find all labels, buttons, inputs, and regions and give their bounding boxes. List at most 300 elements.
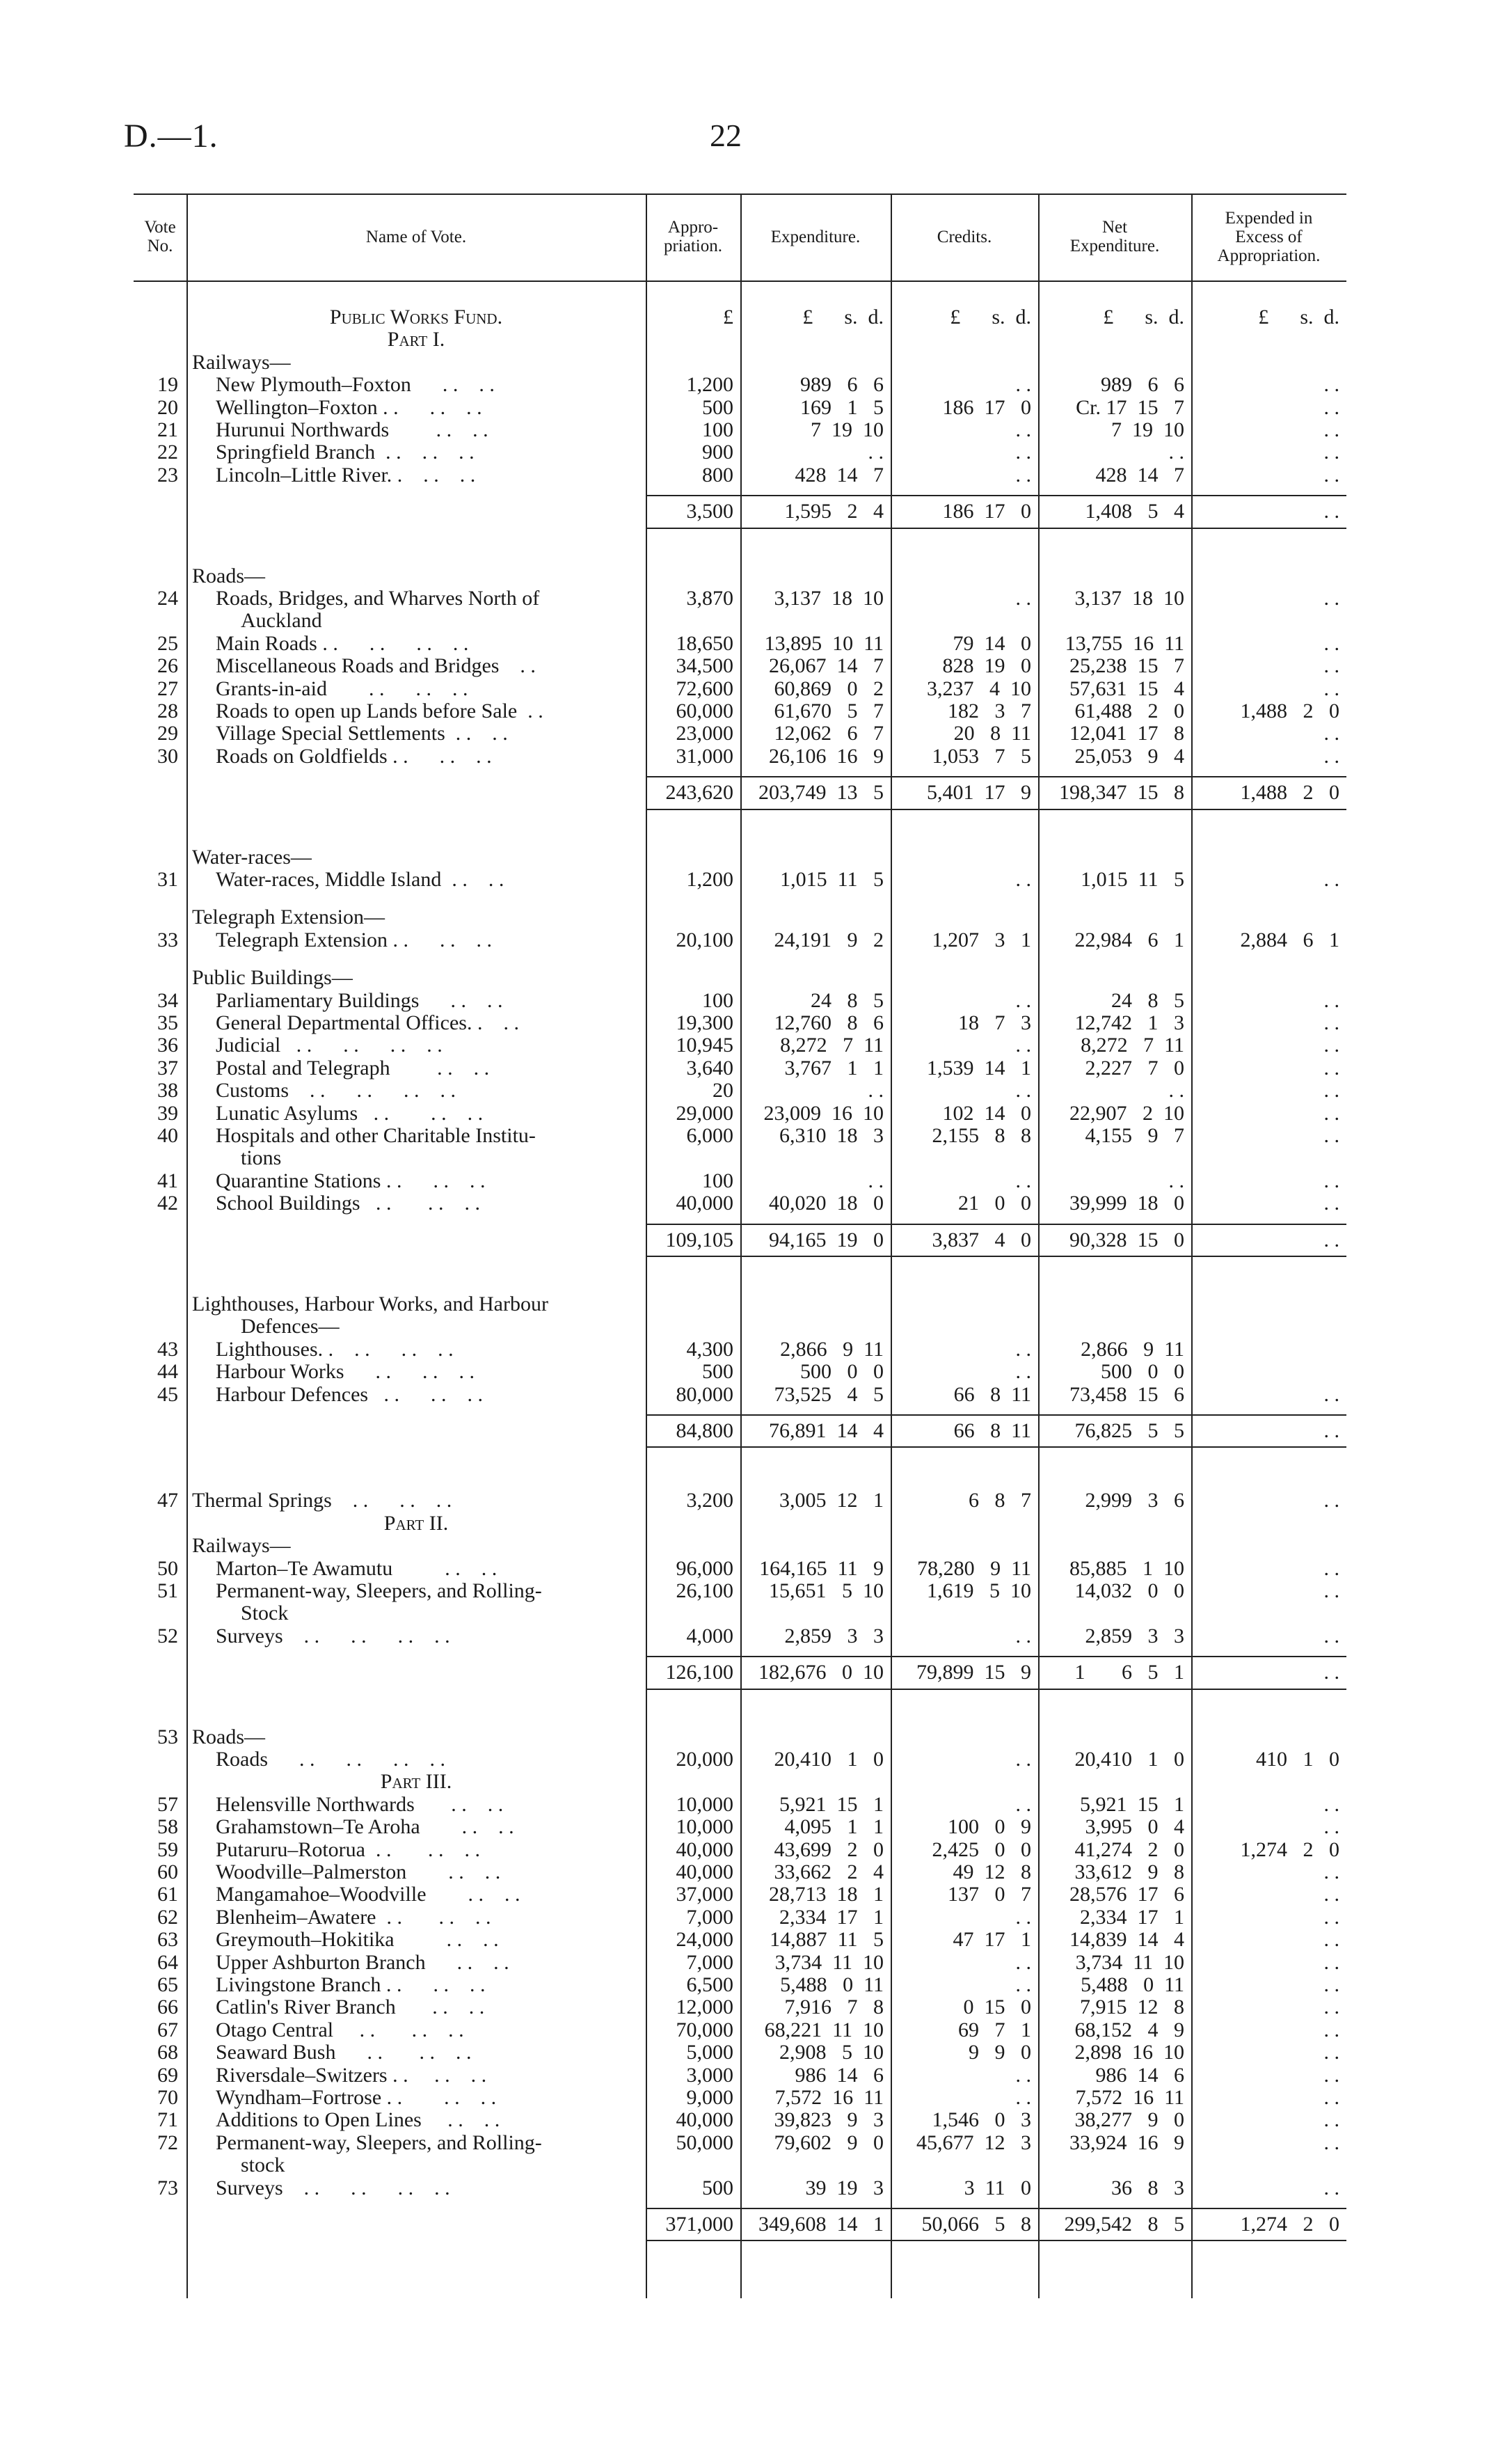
vote-number: 61 bbox=[157, 1883, 178, 1906]
subtotal-rule bbox=[646, 776, 1346, 777]
excess-value: . . bbox=[1323, 1928, 1339, 1952]
net-expenditure-value: 14,032 0 0 bbox=[1074, 1579, 1184, 1602]
credits-value: . . bbox=[1015, 1748, 1031, 1771]
subtotal-excess: . . bbox=[1323, 500, 1339, 523]
net-expenditure-value: 12,742 1 3 bbox=[1074, 1011, 1184, 1034]
subtotal-rule bbox=[646, 1414, 1346, 1416]
excess-value: 2,884 6 1 bbox=[1240, 928, 1339, 951]
credits-value: 49 12 8 bbox=[953, 1860, 1031, 1883]
net-expenditure-value: 38,277 9 0 bbox=[1074, 2108, 1184, 2132]
vote-number: 63 bbox=[157, 1928, 178, 1952]
subtotal-rule bbox=[646, 495, 1346, 496]
vote-number: 33 bbox=[157, 928, 178, 951]
subtotal-appropriation: 84,800 bbox=[676, 1419, 733, 1442]
appropriation-value: 26,100 bbox=[676, 1579, 733, 1602]
excess-value: . . bbox=[1323, 654, 1339, 678]
net-expenditure-value: 24 8 5 bbox=[1111, 988, 1184, 1012]
credits-value: . . bbox=[1015, 1360, 1031, 1384]
excess-value: . . bbox=[1323, 1034, 1339, 1057]
net-expenditure-value: 33,612 9 8 bbox=[1074, 1860, 1184, 1883]
credits-value: 45,677 12 3 bbox=[916, 2131, 1031, 2154]
credits-value: 78,280 9 11 bbox=[917, 1556, 1031, 1580]
appropriation-value: 37,000 bbox=[676, 1883, 733, 1906]
net-expenditure-value: 36 8 3 bbox=[1111, 2176, 1184, 2199]
vote-name: Hospitals and other Charitable Institu- bbox=[216, 1125, 536, 1147]
vote-number: 29 bbox=[157, 722, 178, 745]
vote-number: 66 bbox=[157, 1995, 178, 2019]
appropriation-value: 7,000 bbox=[686, 1905, 733, 1929]
vote-name: Roads on Goldfields . . . . . . bbox=[216, 745, 492, 768]
net-expenditure-value: 500 0 0 bbox=[1101, 1360, 1184, 1384]
appropriation-heading: Appro- priation. bbox=[663, 218, 722, 255]
vote-name: General Departmental Offices. . . . bbox=[216, 1012, 519, 1034]
vote-number: 31 bbox=[157, 868, 178, 891]
excess-value: . . bbox=[1323, 631, 1339, 655]
subtotal-rule bbox=[646, 1656, 1346, 1657]
vote-name: Roads to open up Lands before Sale . . bbox=[216, 700, 543, 722]
credits-value: 1,053 7 5 bbox=[932, 744, 1031, 768]
net-expenditure-value: 2,859 3 3 bbox=[1085, 1624, 1184, 1647]
appropriation-value: 1,200 bbox=[686, 868, 733, 891]
net-expenditure-value: 68,152 4 9 bbox=[1074, 2018, 1184, 2041]
appropriation-value: 7,000 bbox=[686, 1950, 733, 1974]
subtotal-excess: 1,488 2 0 bbox=[1240, 781, 1339, 805]
vote-number: 23 bbox=[157, 463, 178, 487]
appropriation-value: 500 bbox=[702, 2176, 733, 2199]
excess-value: . . bbox=[1323, 2108, 1339, 2132]
net-expenditure-value: . . bbox=[1168, 1169, 1184, 1192]
vote-number: 47 bbox=[157, 1489, 178, 1512]
credits-value: . . bbox=[1015, 1905, 1031, 1929]
expenditure-value: . . bbox=[868, 441, 884, 464]
vote-number: 68 bbox=[157, 2041, 178, 2064]
expenditure-value: 14,887 11 5 bbox=[770, 1928, 884, 1952]
section-heading: Part III. bbox=[380, 1770, 452, 1794]
expenditure-value: 2,334 17 1 bbox=[779, 1905, 884, 1929]
credits-value: 21 0 0 bbox=[958, 1192, 1031, 1215]
subtotal-credits: 5,401 17 9 bbox=[927, 781, 1031, 805]
expenditure-value: 39,823 9 3 bbox=[774, 2108, 884, 2132]
expenditure-value: 12,062 6 7 bbox=[774, 722, 884, 745]
vote-number: 43 bbox=[157, 1337, 178, 1361]
vote-number: 36 bbox=[157, 1034, 178, 1057]
credits-value: . . bbox=[1015, 1624, 1031, 1647]
excess-value: . . bbox=[1323, 1011, 1339, 1034]
expenditure-value: 28,713 18 1 bbox=[769, 1883, 884, 1906]
subtotal-rule bbox=[646, 528, 1346, 529]
expenditure-value: 60,869 0 2 bbox=[774, 677, 884, 700]
appropriation-value: 40,000 bbox=[676, 1838, 733, 1861]
subtotal-expenditure: 203,749 13 5 bbox=[758, 781, 884, 805]
appropriation-value: 72,600 bbox=[676, 677, 733, 700]
net-expenditure-value: 57,631 15 4 bbox=[1069, 677, 1184, 700]
excess-value: . . bbox=[1323, 677, 1339, 700]
subtotal-excess: . . bbox=[1323, 1228, 1339, 1251]
expenditure-value: 164,165 11 9 bbox=[759, 1556, 884, 1580]
vote-number: 39 bbox=[157, 1101, 178, 1125]
vote-number: 73 bbox=[157, 2176, 178, 2199]
credits-value: . . bbox=[1015, 1079, 1031, 1102]
expenditure-value: . . bbox=[868, 1169, 884, 1192]
excess-heading: Expended in Excess of Appropriation. bbox=[1217, 208, 1321, 265]
excess-value: . . bbox=[1323, 1860, 1339, 1883]
vote-number: 44 bbox=[157, 1360, 178, 1384]
excess-value: . . bbox=[1323, 744, 1339, 768]
excess-value: . . bbox=[1323, 2018, 1339, 2041]
excess-value: . . bbox=[1323, 2041, 1339, 2064]
excess-value: . . bbox=[1323, 1079, 1339, 1102]
appropriation-value: 9,000 bbox=[686, 2086, 733, 2109]
expenditure-value: 169 1 5 bbox=[800, 395, 884, 419]
vote-number: 60 bbox=[157, 1860, 178, 1883]
subtotal-rule bbox=[646, 1446, 1346, 1448]
section-heading: Part I. bbox=[387, 328, 445, 351]
net-expenditure-value: 7 19 10 bbox=[1111, 418, 1184, 441]
net-expenditure-value: 1,015 11 5 bbox=[1081, 868, 1184, 891]
subtotal-appropriation: 371,000 bbox=[665, 2213, 733, 2236]
excess-value: . . bbox=[1323, 1556, 1339, 1580]
vote-name: Telegraph Extension . . . . . . bbox=[216, 928, 492, 951]
subtotal-rule bbox=[646, 2240, 1346, 2241]
vote-name: Thermal Springs . . . . . . bbox=[192, 1489, 452, 1512]
vote-number: 41 bbox=[157, 1169, 178, 1192]
vote-name: Village Special Settlements . . . . bbox=[216, 722, 508, 745]
excess-value: . . bbox=[1323, 1124, 1339, 1147]
vote-name: Otago Central . . . . . . bbox=[216, 2018, 464, 2041]
credits-value: . . bbox=[1015, 1337, 1031, 1361]
net-expenditure-value: 3,137 18 10 bbox=[1074, 587, 1184, 610]
unit-label: £ s. d. bbox=[802, 306, 884, 329]
vote-name: Quarantine Stations . . . . . . bbox=[216, 1169, 486, 1192]
appropriation-value: 31,000 bbox=[676, 744, 733, 768]
credits-value: 2,155 8 8 bbox=[932, 1124, 1031, 1147]
expenditure-value: 68,221 11 10 bbox=[764, 2018, 884, 2041]
subtotal-net: 76,825 5 5 bbox=[1074, 1419, 1184, 1442]
vote-number: 22 bbox=[157, 441, 178, 464]
vote-name: Wellington–Foxton . . . . . . bbox=[216, 396, 482, 419]
excess-value: . . bbox=[1323, 988, 1339, 1012]
unit-label: £ s. d. bbox=[1103, 306, 1184, 329]
net-expenditure-value: 3,995 0 4 bbox=[1085, 1815, 1184, 1839]
net-expenditure-value: 989 6 6 bbox=[1101, 373, 1184, 397]
expenditure-value: 79,602 9 0 bbox=[774, 2131, 884, 2154]
subtotal-net: 299,542 8 5 bbox=[1064, 2213, 1184, 2236]
subtotal-net: 1 6 5 1 bbox=[1074, 1661, 1184, 1684]
continuation-text: Stock bbox=[241, 1602, 289, 1625]
excess-value: . . bbox=[1323, 1169, 1339, 1192]
credits-value: 18 7 3 bbox=[958, 1011, 1031, 1034]
vote-name: Wyndham–Fortrose . . . . . . bbox=[216, 2087, 497, 2109]
appropriation-value: 6,000 bbox=[686, 1124, 733, 1147]
group-label: Public Buildings— bbox=[192, 966, 353, 990]
subtotal-appropriation: 126,100 bbox=[665, 1661, 733, 1684]
credits-value: 1,539 14 1 bbox=[927, 1056, 1031, 1080]
expenditure-value: 26,106 16 9 bbox=[769, 744, 884, 768]
expenditure-value: 5,488 0 11 bbox=[780, 1973, 884, 1996]
expenditure-value: 20,410 1 0 bbox=[774, 1748, 884, 1771]
subtotal-credits: 66 8 11 bbox=[953, 1419, 1031, 1442]
vote-name: Surveys . . . . . . . . bbox=[216, 2176, 450, 2199]
subtotal-expenditure: 76,891 14 4 bbox=[769, 1419, 884, 1442]
vote-name: Putaruru–Rotorua . . . . . . bbox=[216, 1838, 480, 1861]
vote-number: 57 bbox=[157, 1792, 178, 1816]
vote-name: Hurunui Northwards . . . . bbox=[216, 419, 488, 441]
credits-value: . . bbox=[1015, 418, 1031, 441]
net-expenditure-value: 20,410 1 0 bbox=[1074, 1748, 1184, 1771]
subtotal-appropriation: 109,105 bbox=[665, 1228, 733, 1251]
expenditure-value: 3,005 12 1 bbox=[779, 1489, 884, 1512]
excess-value: . . bbox=[1323, 1382, 1339, 1406]
net-expenditure-value: 22,907 2 10 bbox=[1069, 1101, 1184, 1125]
credits-value: . . bbox=[1015, 373, 1031, 397]
vote-number: 40 bbox=[157, 1124, 178, 1147]
vote-name: Greymouth–Hokitika . . . . bbox=[216, 1929, 499, 1952]
credits-value: . . bbox=[1015, 1792, 1031, 1816]
subtotal-net: 90,328 15 0 bbox=[1069, 1228, 1184, 1251]
appropriation-value: 20,100 bbox=[676, 928, 733, 951]
credits-value: . . bbox=[1015, 868, 1031, 891]
vote-number: 19 bbox=[157, 373, 178, 397]
vote-name: Judicial . . . . . . . . bbox=[216, 1034, 443, 1057]
credits-value: . . bbox=[1015, 463, 1031, 487]
vote-name: Main Roads . . . . . . . . bbox=[216, 632, 469, 655]
vote-name: Miscellaneous Roads and Bridges . . bbox=[216, 655, 536, 678]
appropriation-value: 10,945 bbox=[676, 1034, 733, 1057]
expenditure-value: 7 19 10 bbox=[811, 418, 884, 441]
vote-number: 72 bbox=[157, 2131, 178, 2154]
vote-number: 53 bbox=[157, 1725, 178, 1748]
vote-name: Lighthouses. . . . . . . . bbox=[216, 1338, 454, 1361]
excess-value: . . bbox=[1323, 2086, 1339, 2109]
group-label: Railways— bbox=[192, 350, 291, 374]
net-expenditure-value: 4,155 9 7 bbox=[1085, 1124, 1184, 1147]
subtotal-net: 1,408 5 4 bbox=[1085, 500, 1184, 523]
appropriation-value: 24,000 bbox=[676, 1928, 733, 1952]
excess-value: . . bbox=[1323, 1815, 1339, 1839]
excess-value: . . bbox=[1323, 1624, 1339, 1647]
credits-value: 186 17 0 bbox=[942, 395, 1031, 419]
appropriation-value: 5,000 bbox=[686, 2041, 733, 2064]
subtotal-credits: 50,066 5 8 bbox=[921, 2213, 1031, 2236]
vote-name: Postal and Telegraph . . . . bbox=[216, 1057, 490, 1080]
vote-number: 52 bbox=[157, 1624, 178, 1647]
credits-value: 66 8 11 bbox=[953, 1382, 1031, 1406]
net-expenditure-value: 2,227 7 0 bbox=[1085, 1056, 1184, 1080]
excess-value: . . bbox=[1323, 2063, 1339, 2087]
page-number: 22 bbox=[710, 118, 742, 153]
appropriation-value: 40,000 bbox=[676, 1192, 733, 1215]
appropriation-value: 50,000 bbox=[676, 2131, 733, 2154]
credits-value: . . bbox=[1015, 988, 1031, 1012]
expenditure-value: 13,895 10 11 bbox=[764, 631, 884, 655]
appropriation-value: 10,000 bbox=[676, 1792, 733, 1816]
vote-number: 45 bbox=[157, 1382, 178, 1406]
appropriation-value: 3,870 bbox=[686, 587, 733, 610]
unit-label: £ s. d. bbox=[1258, 306, 1339, 329]
net-expenditure-value: 73,458 15 6 bbox=[1069, 1382, 1184, 1406]
credits-value: 102 14 0 bbox=[942, 1101, 1031, 1125]
appropriation-value: 40,000 bbox=[676, 1860, 733, 1883]
excess-value: . . bbox=[1323, 1905, 1339, 1929]
expenditure-value: 33,662 2 4 bbox=[774, 1860, 884, 1883]
credits-value: 3,237 4 10 bbox=[927, 677, 1031, 700]
vote-number: 65 bbox=[157, 1973, 178, 1996]
net-expenditure-value: 13,755 16 11 bbox=[1065, 631, 1184, 655]
credits-value: 0 15 0 bbox=[963, 1995, 1031, 2019]
expenditure-value: 39 19 3 bbox=[805, 2176, 884, 2199]
appropriation-value: 100 bbox=[702, 988, 733, 1012]
appropriation-value: 20 bbox=[713, 1079, 733, 1102]
excess-value: . . bbox=[1323, 1579, 1339, 1602]
excess-value: . . bbox=[1323, 1792, 1339, 1816]
appropriation-value: 900 bbox=[702, 441, 733, 464]
net-expenditure-value: 41,274 2 0 bbox=[1074, 1838, 1184, 1861]
excess-value: . . bbox=[1323, 1101, 1339, 1125]
excess-value: . . bbox=[1323, 373, 1339, 397]
credits-value: 100 0 9 bbox=[948, 1815, 1031, 1839]
appropriation-value: 3,000 bbox=[686, 2063, 733, 2087]
vote-name: Upper Ashburton Branch . . . . bbox=[216, 1951, 509, 1974]
vote-name: Additions to Open Lines . . . . bbox=[216, 2109, 500, 2132]
appropriation-value: 800 bbox=[702, 463, 733, 487]
appropriation-value: 19,300 bbox=[676, 1011, 733, 1034]
section-heading: Public Works Fund. bbox=[329, 306, 503, 329]
vote-number: 24 bbox=[157, 587, 178, 610]
appropriation-value: 60,000 bbox=[676, 700, 733, 722]
expenditure-value: 2,859 3 3 bbox=[784, 1624, 884, 1647]
appropriation-value: 6,500 bbox=[686, 1973, 733, 1996]
subtotal-appropriation: 243,620 bbox=[665, 781, 733, 805]
appropriation-value: 18,650 bbox=[676, 631, 733, 655]
vote-number: 35 bbox=[157, 1011, 178, 1034]
appropriation-value: 3,640 bbox=[686, 1056, 733, 1080]
vote-name: Lunatic Asylums . . . . . . bbox=[216, 1102, 484, 1125]
vote-number: 34 bbox=[157, 988, 178, 1012]
vote-number: 69 bbox=[157, 2063, 178, 2087]
vote-number: 50 bbox=[157, 1556, 178, 1580]
expenditure-value: 43,699 2 0 bbox=[774, 1838, 884, 1861]
vote-number: 64 bbox=[157, 1950, 178, 1974]
excess-value: . . bbox=[1323, 2131, 1339, 2154]
net-expenditure-value: 2,866 9 11 bbox=[1081, 1337, 1184, 1361]
subtotal-excess: . . bbox=[1323, 1661, 1339, 1684]
expenditure-value: 15,651 5 10 bbox=[769, 1579, 884, 1602]
group-label: Lighthouses, Harbour Works, and Harbour bbox=[192, 1293, 548, 1315]
document-reference: D.—1. bbox=[124, 118, 218, 155]
excess-value: . . bbox=[1323, 1056, 1339, 1080]
appropriation-value: 4,000 bbox=[686, 1624, 733, 1647]
expenditure-value: 3,767 1 1 bbox=[784, 1056, 884, 1080]
credits-heading: Credits. bbox=[937, 227, 992, 246]
vote-name: Mangamahoe–Woodville . . . . bbox=[216, 1883, 520, 1906]
appropriation-value: 1,200 bbox=[686, 373, 733, 397]
vote-number: 59 bbox=[157, 1838, 178, 1861]
expenditure-value: 986 14 6 bbox=[795, 2063, 884, 2087]
vote-name: Roads, Bridges, and Wharves North of bbox=[216, 587, 540, 610]
net-expenditure-value: 25,053 9 4 bbox=[1074, 744, 1184, 768]
unit-label: £ s. d. bbox=[950, 306, 1031, 329]
net-expenditure-value: 428 14 7 bbox=[1095, 463, 1184, 487]
unit-label: £ bbox=[723, 306, 733, 329]
credits-value: 79 14 0 bbox=[953, 631, 1031, 655]
vote-name: Water-races, Middle Island . . . . bbox=[216, 869, 504, 891]
appropriation-value: 80,000 bbox=[676, 1382, 733, 1406]
group-label: Roads— bbox=[192, 564, 265, 587]
appropriation-value: 100 bbox=[702, 418, 733, 441]
excess-value: . . bbox=[1323, 868, 1339, 891]
appropriation-value: 500 bbox=[702, 395, 733, 419]
credits-value: 182 3 7 bbox=[948, 700, 1031, 722]
credits-value: 137 0 7 bbox=[948, 1883, 1031, 1906]
expenditure-value: 5,921 15 1 bbox=[779, 1792, 884, 1816]
credits-value: 1,207 3 1 bbox=[932, 928, 1031, 951]
appropriation-value: 40,000 bbox=[676, 2108, 733, 2132]
excess-value: 410 1 0 bbox=[1256, 1748, 1339, 1771]
appropriation-value: 500 bbox=[702, 1360, 733, 1384]
vote-name: Harbour Defences . . . . . . bbox=[216, 1383, 484, 1406]
excess-value: . . bbox=[1323, 587, 1339, 610]
expenditure-value: 4,095 1 1 bbox=[784, 1815, 884, 1839]
vote-name: Livingstone Branch . . . . . . bbox=[216, 1974, 486, 1996]
excess-value: . . bbox=[1323, 395, 1339, 419]
credits-value: 828 19 0 bbox=[942, 654, 1031, 678]
vote-number: 30 bbox=[157, 744, 178, 768]
net-expenditure-value: 5,488 0 11 bbox=[1081, 1973, 1184, 1996]
vote-name: Permanent-way, Sleepers, and Rolling- bbox=[216, 1580, 542, 1602]
excess-value: . . bbox=[1323, 1883, 1339, 1906]
vote-number: 38 bbox=[157, 1079, 178, 1102]
net-expenditure-value: 25,238 15 7 bbox=[1069, 654, 1184, 678]
excess-value: . . bbox=[1323, 1950, 1339, 1974]
credits-value: 9 9 0 bbox=[969, 2041, 1031, 2064]
net-expenditure-value: 33,924 16 9 bbox=[1069, 2131, 1184, 2154]
net-expenditure-value: 2,898 16 10 bbox=[1074, 2041, 1184, 2064]
vote-name: Parliamentary Buildings . . . . bbox=[216, 989, 503, 1012]
credits-value: 6 8 7 bbox=[969, 1489, 1031, 1512]
credits-value: 47 17 1 bbox=[953, 1928, 1031, 1952]
credits-value: 2,425 0 0 bbox=[932, 1838, 1031, 1861]
name-of-vote-heading: Name of Vote. bbox=[365, 227, 467, 246]
vote-name: Permanent-way, Sleepers, and Rolling- bbox=[216, 2131, 542, 2154]
vote-name: Blenheim–Awatere . . . . . . bbox=[216, 1906, 491, 1929]
credits-value: 69 7 1 bbox=[958, 2018, 1031, 2041]
expenditure-value: 24 8 5 bbox=[811, 988, 884, 1012]
expenditure-value: 500 0 0 bbox=[800, 1360, 884, 1384]
expenditure-value: 24,191 9 2 bbox=[774, 928, 884, 951]
vote-number: 71 bbox=[157, 2108, 178, 2132]
subtotal-excess: 1,274 2 0 bbox=[1240, 2213, 1339, 2236]
vote-name: School Buildings . . . . . . bbox=[216, 1192, 481, 1215]
vote-name: New Plymouth–Foxton . . . . bbox=[216, 374, 495, 397]
net-expenditure-value: 85,885 1 10 bbox=[1069, 1556, 1184, 1580]
appropriation-value: 10,000 bbox=[676, 1815, 733, 1839]
appropriation-value: 34,500 bbox=[676, 654, 733, 678]
net-expenditure-value: 986 14 6 bbox=[1095, 2063, 1184, 2087]
group-label: Railways— bbox=[192, 1534, 291, 1558]
continuation-text: tions bbox=[241, 1146, 282, 1170]
appropriation-value: 96,000 bbox=[676, 1556, 733, 1580]
credits-value: . . bbox=[1015, 441, 1031, 464]
vote-number: 20 bbox=[157, 395, 178, 419]
appropriation-value: 100 bbox=[702, 1169, 733, 1192]
vote-number: 70 bbox=[157, 2086, 178, 2109]
excess-value: . . bbox=[1323, 722, 1339, 745]
appropriation-value: 20,000 bbox=[676, 1748, 733, 1771]
vote-no-heading: Vote No. bbox=[144, 218, 176, 255]
excess-value: 1,274 2 0 bbox=[1240, 1838, 1339, 1861]
expenditure-value: 61,670 5 7 bbox=[774, 700, 884, 722]
net-expenditure-value: 12,041 17 8 bbox=[1069, 722, 1184, 745]
